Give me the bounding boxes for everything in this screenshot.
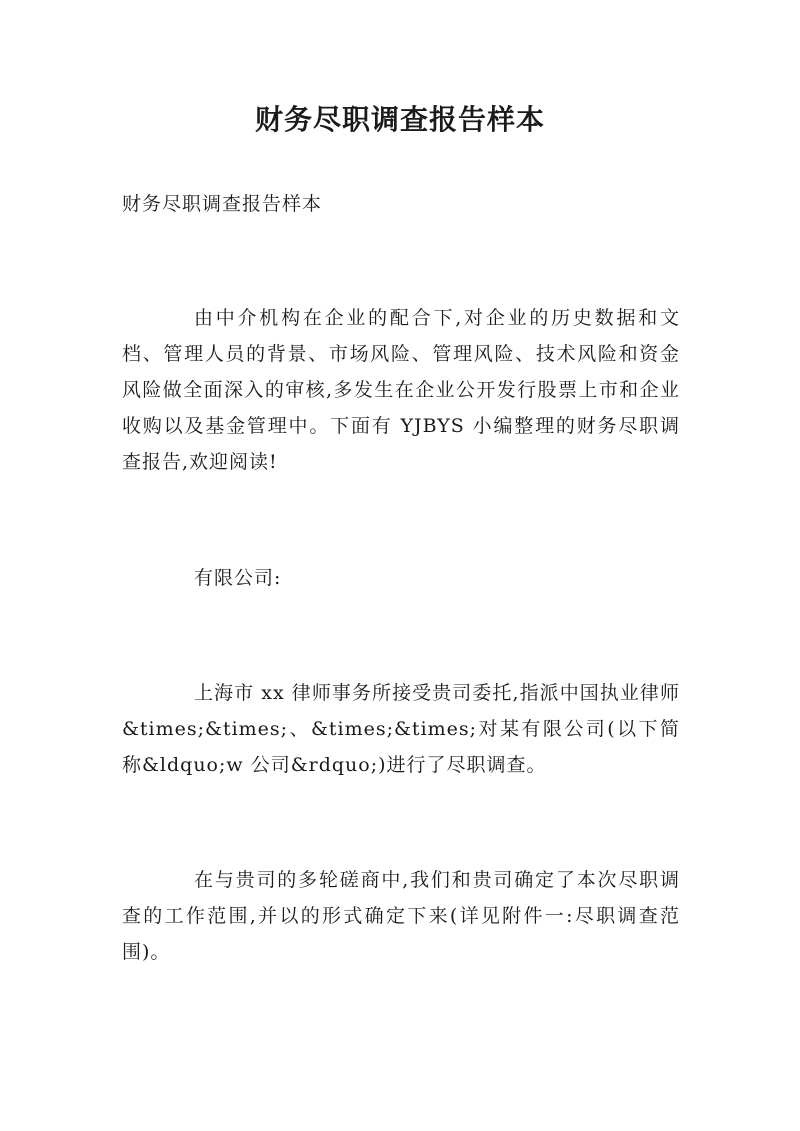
paragraph-scope: 在与贵司的多轮磋商中,我们和贵司确定了本次尽职调查的工作范围,并以的形式确定下来(详见附件一:尽职调查范围)。 bbox=[122, 869, 680, 963]
paragraph-salutation: 有限公司: bbox=[194, 567, 282, 589]
document-title: 财务尽职调查报告样本 bbox=[254, 103, 545, 136]
paragraph-engagement: 上海市 xx 律师事务所接受贵司委托,指派中国执业律师&times;&times;、&times;&times;对某有限公司(以下简称&ldquo;w 公司&rdquo;)进行了尽职调查。 bbox=[122, 682, 680, 776]
document-subtitle: 财务尽职调查报告样本 bbox=[122, 193, 323, 215]
paragraph-intro: 由中介机构在企业的配合下,对企业的历史数据和文档、管理人员的背景、市场风险、管理风险、技术风险和资金风险做全面深入的审核,多发生在企业公开发行股票上市和企业收购以及基金管理中。下面有 YJBYS 小编整理的财务尽职调查报告,欢迎阅读! bbox=[122, 307, 680, 473]
